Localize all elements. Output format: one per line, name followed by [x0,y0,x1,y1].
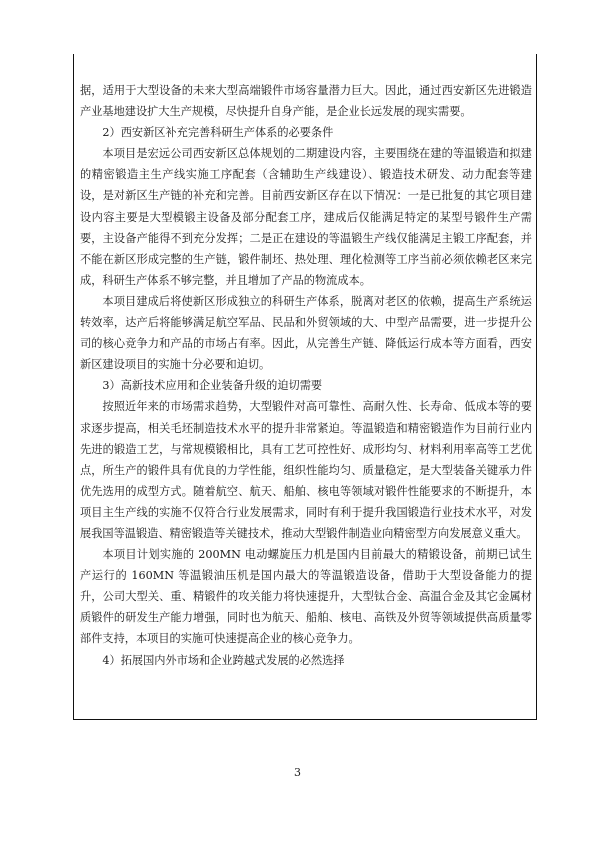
paragraph: 本项目计划实施的 200MN 电动螺旋压力机是国内目前最大的精锻设备，前期已试生产运行的 160MN 等温锻油压机是国内最大的等温锻造设备，借助于大型设备能力的提升，公司大型关、重、精锻件的攻关能力将快速提升，大型钛合金、高温合金及其它金属材质锻件的研发生产能力增强，同时也为航天、船舶、核电、高铁及外贸等领域提供高质量零部件支持，本项目的实施可快速提高企业的核心竞争力。 [80,548,532,646]
paragraph: 按照近年来的市场需求趋势，大型锻件对高可靠性、高耐久性、长寿命、低成本等的要求逐步提高，相关毛坯制造技术水平的提升非常紧迫。等温锻造和精密锻造作为目前行业内先进的锻造工艺，与常规模锻相比，具有工艺可控性好、成形均匀、材料利用率高等工艺优点，所生产的锻件具有优良的力学性能，组织性能均匀、质量稳定，是大型装备关键承力件优先选用的成型方式。随着航空、航天、船舶、核电等领域对锻件性能要求的不断提升，本项目主生产线的实施不仅符合行业发展需求，同时有利于提升我国锻造行业技术水平，对发展我国等温锻造、精密锻造等关键技术，推动大型锻件制造业向精密型方向发展意义重大。 [80,400,532,540]
section-heading-2: 2）西安新区补充完善科研生产体系的必要条件 [102,126,334,140]
paragraph-continued: 据，适用于大型设备的未来大型高端锻件市场容量潜力巨大。因此，通过西安新区先进锻造产业基地建设扩大生产规模，尽快提升自身产能，是企业长远发展的现实需要。 [80,84,532,119]
paragraph: 本项目是宏远公司西安新区总体规划的二期建设内容，主要围绕在建的等温锻造和拟建的精密锻造主生产线实施工序配套（含辅助生产线建设）、锻造技术研发、动力配套等建设，是对新区生产链的补充和完善。目前西安新区存在以下情况：一是已批复的其它项目建设内容主要是大型模锻主设备及部分配套工序，建成后仅能满足特定的某型号锻件生产需要，主设备产能得不到充分发挥；二是正在建设的等温锻生产线仅能满足主锻工序配套，并不能在新区形成完整的生产链，锻件制坯、热处理、理化检测等工序当前必须依赖老区来完成，科研生产体系不够完整，并且增加了产品的物流成本。 [80,147,532,287]
paragraph: 本项目建成后将使新区形成独立的科研生产体系，脱离对老区的依赖，提高生产系统运转效率，达产后将能够满足航空军品、民品和外贸领域的大、中型产品需要，进一步提升公司的核心竞争力和产品的市场占有率。因此，从完善生产链、降低运行成本等方面看，西安新区建设项目的实施十分必要和迫切。 [80,294,532,372]
section-heading-3: 3）高新技术应用和企业装备升级的迫切需要 [102,379,323,393]
document-body [80,80,532,671]
page-number: 3 [294,766,301,779]
section-heading-4: 4）拓展国内外市场和企业跨越式发展的必然选择 [102,653,345,667]
